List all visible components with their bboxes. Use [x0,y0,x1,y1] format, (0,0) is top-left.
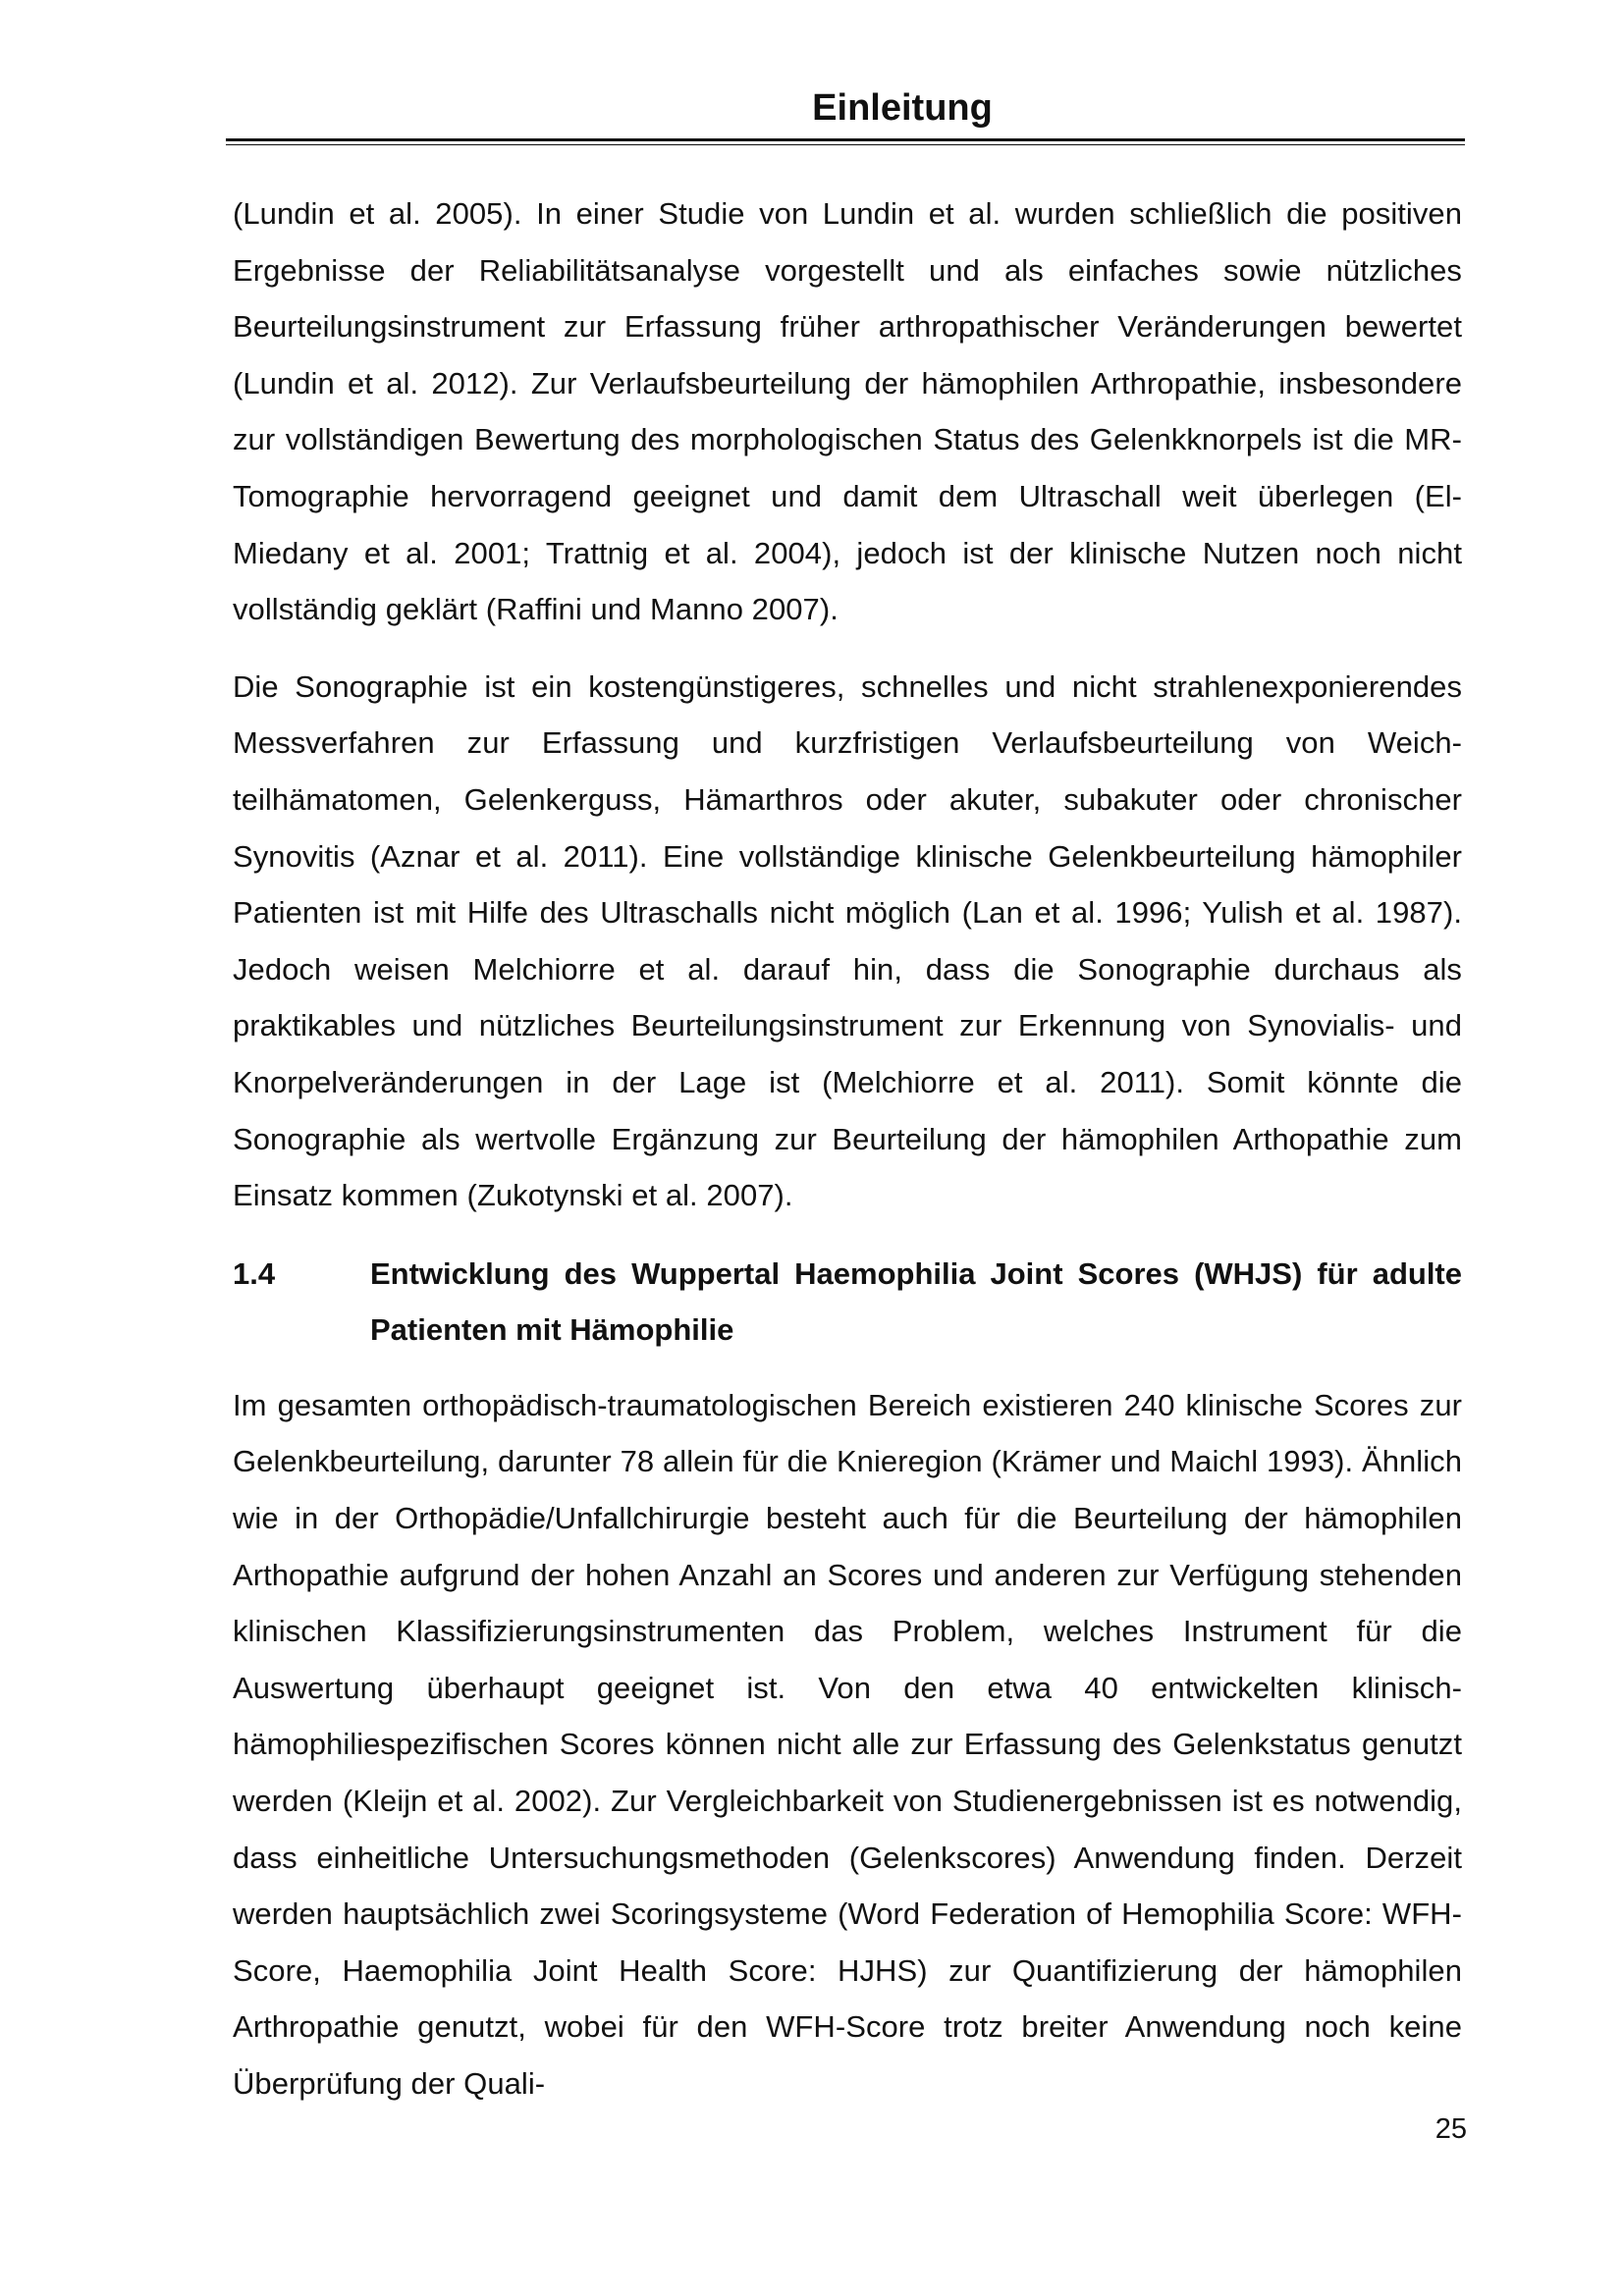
header-rule-thin [226,144,1465,145]
header-rule-thick [226,138,1465,141]
paragraph-1: (Lundin et al. 2005). In einer Studie von Lundin et al. wurden schließlich die positiven Ergebnisse der Reliabilitätsanalyse vorgestellt und als einfaches sowie nützliches Beurteilungsinstrument zur Erfassung früher arthropathischer Veränderungen bewertet (Lundin et al. 2012). Zur Verlaufsbeurteilung der hämophilen Arthropathie, insbesondere zur vollständigen Bewertung des morphologischen Status des Gelenkknorpels ist die MR-Tomographie hervorragend geeignet und damit dem Ultraschall weit überlegen (El-Miedany et al. 2001; Trattnig et al. 2004), jedoch ist der klinische Nutzen noch nicht vollständig geklärt (Raffini und Manno 2007). [233,196,1462,627]
section-number: 1.4 [233,1255,276,1291]
page-number: 25 [1435,2113,1467,2145]
section-title: Entwicklung des Wuppertal Haemophilia Joint Scores (WHJS) für adulte Patienten mit Hämophilie [370,1255,1462,1348]
section-heading [233,1246,1462,1359]
paragraph-3: Im gesamten orthopädisch-traumatologischen Bereich existieren 240 klinische Scores zur Gelenkbeurteilung, darunter 78 allein für die Knieregion (Krämer und Maichl 1993). Ähnlich wie in der Orthopädie/Unfallchirurgie besteht auch für die Beurteilung der hämophilen Arthopathie aufgrund der hohen Anzahl an Scores und anderen zur Verfügung stehenden klinischen Klassifizierungsinstrumenten das Problem, welches Instrument für die Auswertung überhaupt geeignet ist. Von den etwa 40 entwickelten klinisch-hämophiliespezifischen Scores können nicht alle zur Erfassung des Gelenkstatus genutzt werden (Kleijn et al. 2002). Zur Vergleichbarkeit von Studienergebnissen ist es notwendig, dass einheitliche Untersuchungsmethoden (Gelenkscores) Anwendung finden. Derzeit werden hauptsächlich zwei Scoringsysteme (Word Federation of Hemophilia Score: WFH-Score, Haemophilia Joint Health Score: HJHS) zur Quantifizierung der hämophilen Arthropathie genutzt, wobei für den WFH-Score trotz breiter Anwendung noch keine Überprüfung der Quali- [233,1387,1462,2101]
page-body [233,186,1462,2112]
running-header-title: Einleitung [812,87,993,129]
paragraph-2: Die Sonographie ist ein kostengünstigeres, schnelles und nicht strahlenexponierendes Messverfahren zur Erfassung und kurzfristigen Verlaufsbeurteilung von Weichteilhämatomen, Gelenkerguss, Hämarthros oder akuter, subakuter oder chronischer Synovitis (Aznar et al. 2011). Eine vollständige klinische Gelenkbeurteilung hämophiler Patienten ist mit Hilfe des Ultraschalls nicht möglich (Lan et al. 1996; Yulish et al. 1987). Jedoch weisen Melchiorre et al. darauf hin, dass die Sonographie durchaus als praktikables und nützliches Beurteilungsinstrument zur Erkennung von Synovialis- und Knorpelveränderungen in der Lage ist (Melchiorre et al. 2011). Somit könnte die Sonographie als wertvolle Ergänzung zur Beurteilung der hämophilen Arthopathie zum Einsatz kommen (Zukotynski et al. 2007). [233,668,1462,1213]
